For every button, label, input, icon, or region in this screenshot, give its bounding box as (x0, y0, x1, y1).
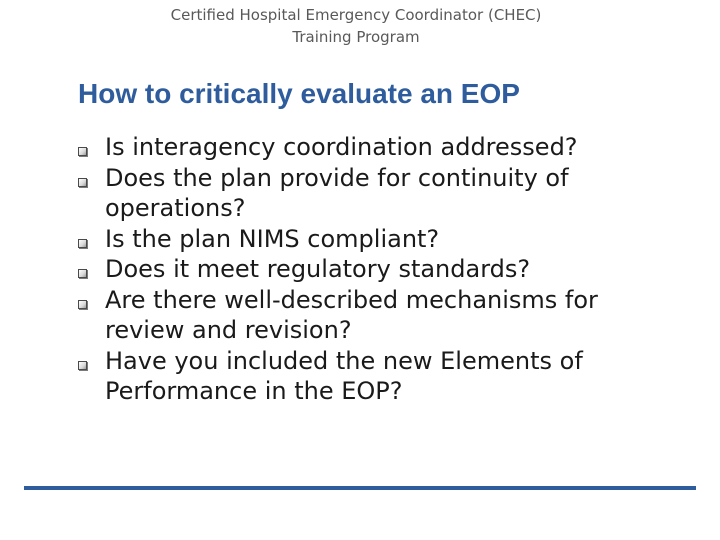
checkbox-bullet-icon (78, 239, 87, 248)
bullet-text: Are there well-described mechanisms for review and revision? (105, 285, 598, 344)
bullet-item (78, 285, 678, 346)
bullet-item (78, 254, 678, 285)
bullet-item (78, 346, 678, 407)
bullet-text: Is interagency coordination addressed? (105, 133, 578, 161)
bullet-text: Does it meet regulatory standards? (105, 255, 531, 283)
checkbox-bullet-icon (78, 178, 87, 187)
slide-header (0, 4, 712, 48)
slide-title: How to critically evaluate an EOP (78, 78, 520, 109)
header-line-1: Certified Hospital Emergency Coordinator (CHEC) (170, 6, 542, 24)
bullet-text: Have you included the new Elements of Performance in the EOP? (105, 346, 583, 405)
bullet-item (78, 163, 678, 224)
bullet-item (78, 132, 678, 163)
checkbox-bullet-icon (78, 147, 87, 156)
bullet-item (78, 224, 678, 255)
footer-rule (24, 486, 696, 490)
checkbox-bullet-icon (78, 361, 87, 370)
checkbox-bullet-icon (78, 300, 87, 309)
header-line-2: Training Program (292, 28, 420, 46)
bullet-text: Is the plan NIMS compliant? (105, 224, 440, 253)
bullet-list (78, 132, 678, 407)
bullet-text: Does the plan provide for continuity of operations? (105, 163, 569, 222)
checkbox-bullet-icon (78, 269, 87, 278)
